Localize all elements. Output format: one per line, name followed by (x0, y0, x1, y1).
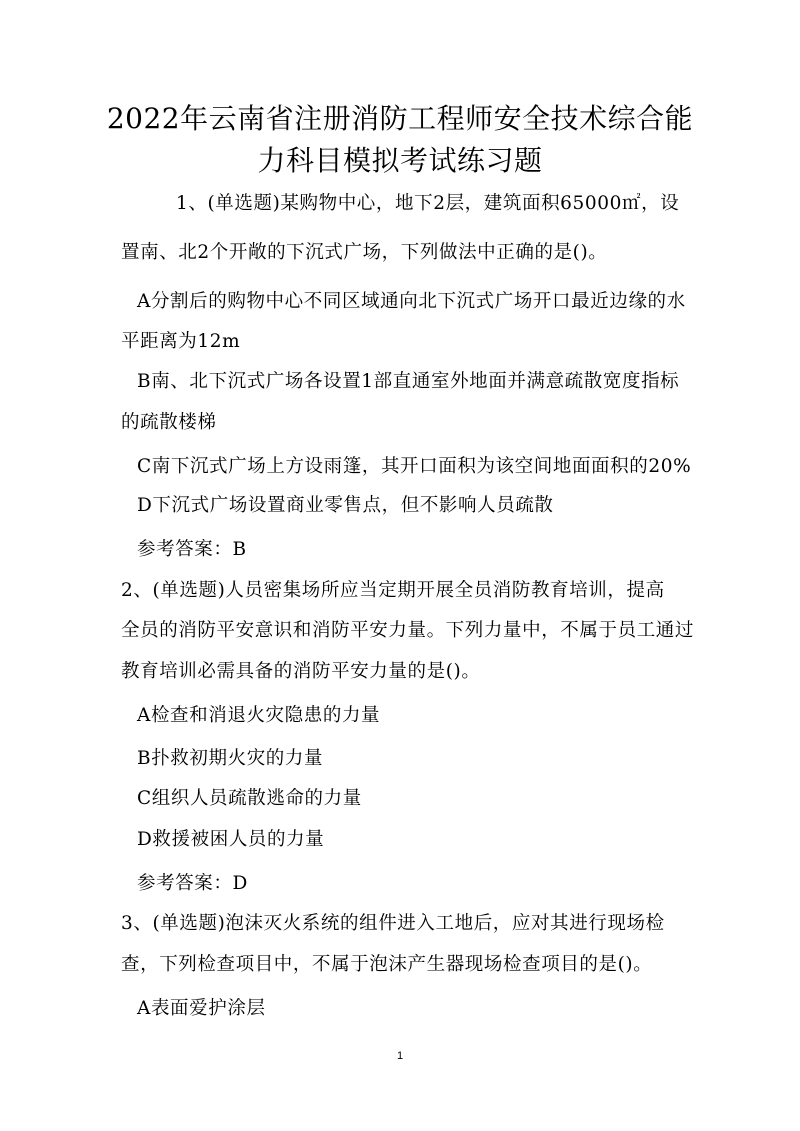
question-3-stem-line-2: 查，下列检查项目中，不属于泡沫产生器现场检查项目的是()。 (121, 954, 653, 975)
question-2-option-c: C组织人员疏散逃命的力量 (137, 788, 362, 809)
question-2-stem-line-3: 教育培训必需具备的消防平安力量的是()。 (121, 661, 481, 682)
question-2-answer: 参考答案：D (137, 873, 248, 894)
document-title-line-1: 2022年云南省注册消防工程师安全技术综合能 (106, 102, 694, 135)
question-2-option-b: B扑救初期火灾的力量 (137, 748, 324, 769)
question-1-option-c: C南下沉式广场上方设雨篷，其开口面积为该空间地面面积的20% (137, 456, 692, 477)
document-title-line-2: 力科目模拟考试练习题 (257, 144, 543, 177)
question-1-answer: 参考答案：B (137, 539, 247, 560)
question-1-stem-line-1: 1、(单选题)某购物中心，地下2层，建筑面积65000㎡，设 (176, 193, 680, 214)
question-3-stem-line-1: 3、(单选题)泡沫灭火系统的组件进入工地后，应对其进行现场检 (121, 913, 665, 934)
question-1-option-b-line-1: B南、北下沉式广场各设置1部直通室外地面并满意疏散宽度指标 (137, 371, 680, 392)
question-2-option-a: A检查和消退火灾隐患的力量 (137, 705, 381, 726)
question-2-stem-line-1: 2、(单选题)人员密集场所应当定期开展全员消防教育培训，提高 (121, 580, 665, 601)
question-1-option-d: D下沉式广场设置商业零售点，但不影响人员疏散 (137, 495, 554, 516)
question-3-option-a: A表面爱护涂层 (137, 998, 266, 1019)
question-1-option-a-line-2: 平距离为12m (121, 331, 241, 352)
question-1-stem-line-2: 置南、北2个开敞的下沉式广场，下列做法中正确的是()。 (121, 242, 608, 263)
page-number: 1 (396, 1050, 404, 1062)
question-2-stem-line-2: 全员的消防平安意识和消防平安力量。下列力量中，不属于员工通过 (121, 620, 695, 641)
question-2-option-d: D救援被困人员的力量 (137, 829, 325, 850)
question-1-option-a-line-1: A分割后的购物中心不同区域通向北下沉式广场开口最近边缘的水 (137, 291, 686, 312)
question-1-option-b-line-2: 的疏散楼梯 (121, 412, 217, 433)
